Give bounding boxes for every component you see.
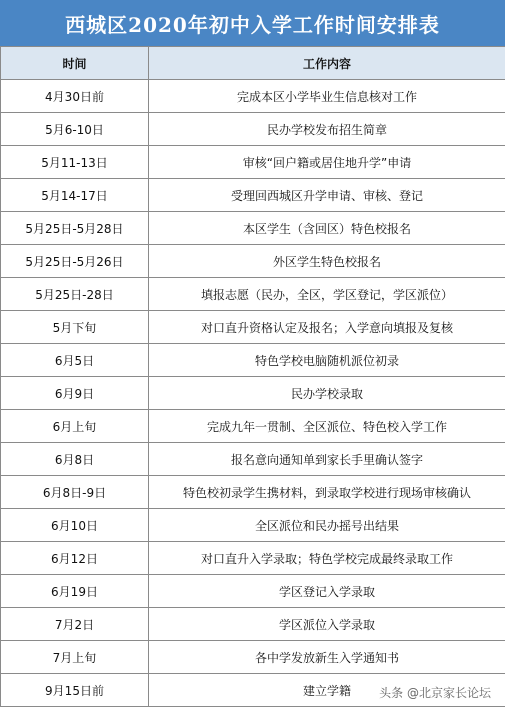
content-cell: 全区派位和民办摇号出结果 (149, 509, 505, 542)
time-cell: 7月2日 (1, 608, 149, 641)
content-cell: 完成本区小学毕业生信息核对工作 (149, 80, 505, 113)
table-row (1, 608, 505, 641)
content-cell: 学区登记入学录取 (149, 575, 505, 608)
content-cell: 审核“回户籍或居住地升学”申请 (149, 146, 505, 179)
time-cell: 5月6-10日 (1, 113, 149, 146)
content-cell: 民办学校发布招生简章 (149, 113, 505, 146)
table-row (1, 245, 505, 278)
table-row (1, 443, 505, 476)
content-cell: 外区学生特色校报名 (149, 245, 505, 278)
time-cell: 5月25日-5月28日 (1, 212, 149, 245)
time-cell: 7月上旬 (1, 641, 149, 674)
time-cell: 6月上旬 (1, 410, 149, 443)
time-cell: 5月25日-5月26日 (1, 245, 149, 278)
table-row (1, 344, 505, 377)
watermark: 头条 @北京家长论坛 (379, 686, 491, 700)
content-cell: 特色校初录学生携材料，到录取学校进行现场审核确认 (149, 476, 505, 509)
time-cell: 5月14-17日 (1, 179, 149, 212)
table-row (1, 278, 505, 311)
table-row (1, 476, 505, 509)
time-cell: 6月5日 (1, 344, 149, 377)
table-row (1, 377, 505, 410)
header-time: 时间 (1, 47, 149, 80)
header-content: 工作内容 (149, 47, 505, 80)
table-row (1, 311, 505, 344)
time-cell: 6月8日 (1, 443, 149, 476)
time-cell: 6月8日-9日 (1, 476, 149, 509)
time-cell: 5月下旬 (1, 311, 149, 344)
table-row (1, 80, 505, 113)
table-row (1, 179, 505, 212)
content-cell: 特色学校电脑随机派位初录 (149, 344, 505, 377)
content-cell: 各中学发放新生入学通知书 (149, 641, 505, 674)
table-row (1, 410, 505, 443)
time-cell: 4月30日前 (1, 80, 149, 113)
content-cell: 填报志愿（民办，全区，学区登记，学区派位） (149, 278, 505, 311)
content-cell: 报名意向通知单到家长手里确认签字 (149, 443, 505, 476)
time-cell: 6月10日 (1, 509, 149, 542)
table-header-row (1, 47, 505, 80)
content-cell: 本区学生（含回区）特色校报名 (149, 212, 505, 245)
table-row (1, 575, 505, 608)
content-cell: 受理回西城区升学申请、审核、登记 (149, 179, 505, 212)
schedule-table (0, 46, 505, 707)
content-cell: 学区派位入学录取 (149, 608, 505, 641)
time-cell: 5月11-13日 (1, 146, 149, 179)
time-cell: 6月19日 (1, 575, 149, 608)
table-row (1, 542, 505, 575)
content-cell: 对口直升资格认定及报名；入学意向填报及复核 (149, 311, 505, 344)
content-cell: 民办学校录取 (149, 377, 505, 410)
time-cell: 6月12日 (1, 542, 149, 575)
table-row (1, 212, 505, 245)
content-cell: 建立学籍 (149, 674, 505, 707)
content-cell: 对口直升入学录取；特色学校完成最终录取工作 (149, 542, 505, 575)
time-cell: 5月25日-28日 (1, 278, 149, 311)
table-row (1, 641, 505, 674)
table-row (1, 113, 505, 146)
page-title: 西城区2020年初中入学工作时间安排表 (0, 0, 505, 46)
time-cell: 9月15日前 (1, 674, 149, 707)
time-cell: 6月9日 (1, 377, 149, 410)
table-row (1, 146, 505, 179)
table-row (1, 509, 505, 542)
content-cell: 完成九年一贯制、全区派位、特色校入学工作 (149, 410, 505, 443)
